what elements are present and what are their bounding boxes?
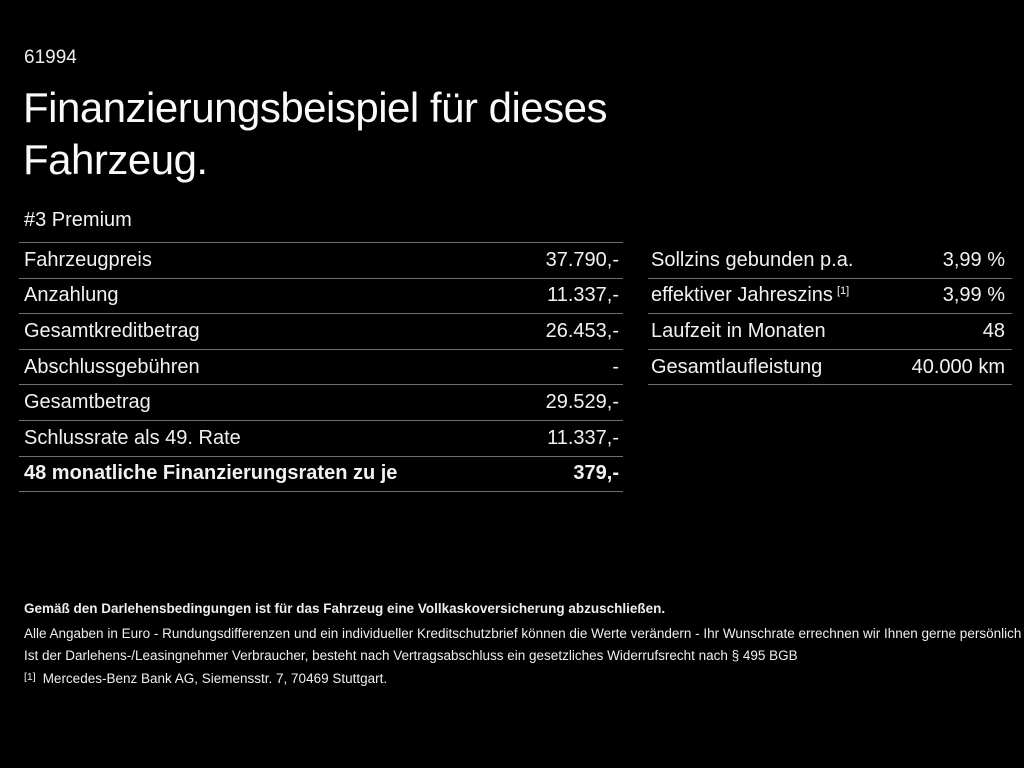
table-row-total-amount bbox=[19, 385, 623, 421]
trim-level-label: #3 Premium bbox=[24, 209, 132, 231]
row-value: 48 bbox=[982, 319, 1005, 342]
row-value: 40.000 km bbox=[911, 355, 1005, 378]
row-value: 37.790,- bbox=[545, 248, 619, 271]
disclaimer-line-2: Ist der Darlehens-/Leasingnehmer Verbraucher, besteht nach Vertragsabschluss ein gesetzliches Widerrufsrecht nach § 495 BGB bbox=[24, 648, 798, 663]
table-row-total-credit bbox=[19, 314, 623, 350]
row-label: Anzahlung bbox=[24, 284, 119, 307]
row-label: Laufzeit in Monaten bbox=[651, 319, 826, 342]
row-label: Gesamtlaufleistung bbox=[651, 355, 823, 378]
row-value: 11.337,- bbox=[547, 284, 619, 307]
row-label: Fahrzeugpreis bbox=[24, 248, 152, 271]
row-value: 3,99 % bbox=[942, 248, 1005, 271]
table-row-down-payment bbox=[19, 279, 623, 315]
page-title bbox=[23, 82, 743, 186]
row-value: 3,99 % bbox=[942, 284, 1005, 307]
conditions-table bbox=[648, 243, 1012, 385]
page-title-line-1: Finanzierungsbeispiel für dieses bbox=[23, 84, 607, 131]
table-row-closing-fees bbox=[19, 350, 623, 386]
row-label: Abschlussgebühren bbox=[24, 355, 200, 378]
document-number: 61994 bbox=[24, 47, 77, 68]
disclaimer-line-1: Alle Angaben in Euro - Rundungsdifferenzen und ein individueller Kreditschutzbrief können die Werte verändern - Ihr Wunschrate errechnen wir Ihnen gerne persönlich bbox=[24, 626, 1022, 641]
table-row-total-mileage bbox=[648, 350, 1012, 386]
row-value: 379,- bbox=[573, 462, 619, 485]
row-value: 29.529,- bbox=[545, 391, 619, 414]
table-row-vehicle-price bbox=[19, 243, 623, 279]
table-row-final-installment bbox=[19, 421, 623, 457]
row-label: Gesamtbetrag bbox=[24, 391, 151, 414]
footnote-marker: [1] bbox=[24, 671, 36, 683]
table-row-effective-interest bbox=[648, 279, 1012, 315]
row-value: - bbox=[612, 355, 619, 378]
table-row-nominal-interest bbox=[648, 243, 1012, 279]
row-label: 48 monatliche Finanzierungsraten zu je bbox=[24, 462, 398, 485]
row-label: effektiver Jahreszins [1] bbox=[651, 284, 850, 307]
footnote-reference: [1] bbox=[836, 285, 850, 298]
table-row-monthly-rate bbox=[19, 457, 623, 493]
footnote-text: Mercedes-Benz Bank AG, Siemensstr. 7, 70469 Stuttgart. bbox=[42, 671, 388, 686]
footnote bbox=[24, 671, 387, 686]
insurance-requirement-note: Gemäß den Darlehensbedingungen ist für das Fahrzeug eine Vollkaskoversicherung abzuschließen. bbox=[24, 601, 666, 616]
financing-table bbox=[19, 242, 623, 492]
row-label: Gesamtkreditbetrag bbox=[24, 319, 200, 342]
page-title-line-2: Fahrzeug. bbox=[23, 136, 208, 183]
row-label: Sollzins gebunden p.a. bbox=[651, 248, 854, 271]
table-row-term-months bbox=[648, 314, 1012, 350]
row-value: 11.337,- bbox=[547, 426, 619, 449]
row-value: 26.453,- bbox=[545, 319, 619, 342]
row-label: Schlussrate als 49. Rate bbox=[24, 426, 241, 449]
